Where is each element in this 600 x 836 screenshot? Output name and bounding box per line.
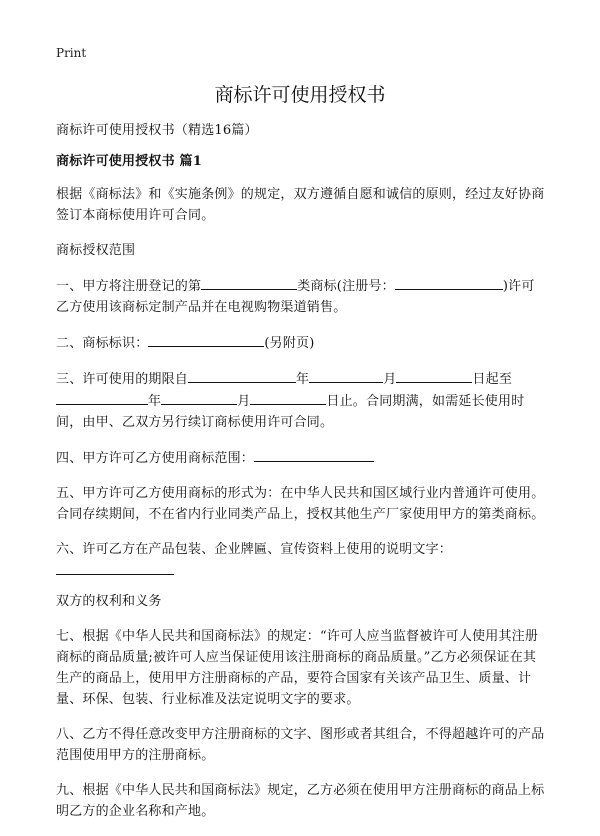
document-subtitle: 商标许可使用授权书（精选16篇） (56, 123, 258, 138)
clause-3-text-g: 日止。合同期满，如需延长使用时间，由甲、乙双方另行续订商标使用许可合同。 (56, 394, 525, 430)
clause-4-text-a: 四、甲方许可乙方使用商标范围： (56, 451, 255, 466)
clause-3-text-a: 三、许可使用的期限自 (56, 372, 189, 387)
end-year-blank (56, 390, 148, 405)
trademark-mark-blank (148, 332, 264, 347)
clause-3-text-d: 日起至 (472, 372, 513, 387)
clause-1 (56, 275, 546, 318)
start-day-blank (396, 368, 472, 383)
intro-paragraph: 根据《商标法》和《实施条例》的规定，双方遵循自愿和诚信的原则，经过友好协商签订本商标使用许可合同。 (56, 187, 545, 223)
start-month-blank (309, 368, 383, 383)
print-link[interactable]: Print (56, 46, 87, 60)
clause-2-text-a: 二、商标标识： (56, 336, 149, 351)
section-heading: 商标许可使用授权书 篇1 (56, 154, 202, 169)
clause-9: 九、根据《中华人民共和国商标法》规定，乙方必须在使用甲方注册商标的商品上标明乙方的企业名称和产地。 (56, 783, 545, 819)
clause-3-text-b: 年 (296, 372, 310, 387)
clause-3 (56, 368, 546, 433)
end-month-blank (161, 390, 237, 405)
usage-scope-blank (254, 447, 374, 462)
clause-5: 五、甲方许可乙方使用商标的形式为：在中华人民共和国区域行业内普通许可使用。合同存续期间，不在省内行业同类产品上，授权其他生产厂家使用甲方的第类商标。 (56, 486, 545, 522)
clause-3-text-f: 月 (237, 394, 251, 409)
clause-1-text-a: 一、甲方将注册登记的第 (56, 279, 202, 294)
clause-7: 七、根据《中华人民共和国商标法》的规定：“许可人应当监督被许可人使用其注册商标的商品质量;被许可人应当保证使用该注册商标的商品质量。”乙方必须保证在其生产的商品上，使用甲方注册商标的产品，要符合国家有关该产品卫生、质量、计量、环保、包装、行业标准及法定说明文字的要求。 (56, 629, 539, 707)
document-body (56, 120, 546, 836)
document-title: 商标许可使用授权书 (214, 84, 386, 106)
clause-8: 八、乙方不得任意改变甲方注册商标的文字、图形或者其组合，不得超越许可的产品范围使用甲方的注册商标。 (56, 727, 545, 763)
clause-1-text-b: 类商标(注册号： (297, 279, 395, 294)
clause-3-text-c: 月 (383, 372, 397, 387)
scope-heading: 商标授权范围 (56, 243, 136, 258)
clause-2-text-b: (另附页) (264, 336, 315, 351)
rights-heading: 双方的权利和义务 (56, 594, 162, 609)
clause-6: 六、许可乙方在产品包装、企业牌匾、宣传资料上使用的说明文字： (56, 542, 453, 557)
clause-1-text-c: )许可乙方使用该商标定制产品并在电视购物渠道销售。 (56, 279, 535, 315)
end-day-blank (250, 390, 326, 405)
clause-3-text-e: 年 (148, 394, 162, 409)
class-number-blank (201, 275, 297, 290)
clause-2 (56, 332, 546, 354)
start-year-blank (188, 368, 296, 383)
description-text-blank (56, 564, 174, 575)
clause-4 (56, 447, 546, 469)
registration-number-blank (395, 275, 503, 290)
